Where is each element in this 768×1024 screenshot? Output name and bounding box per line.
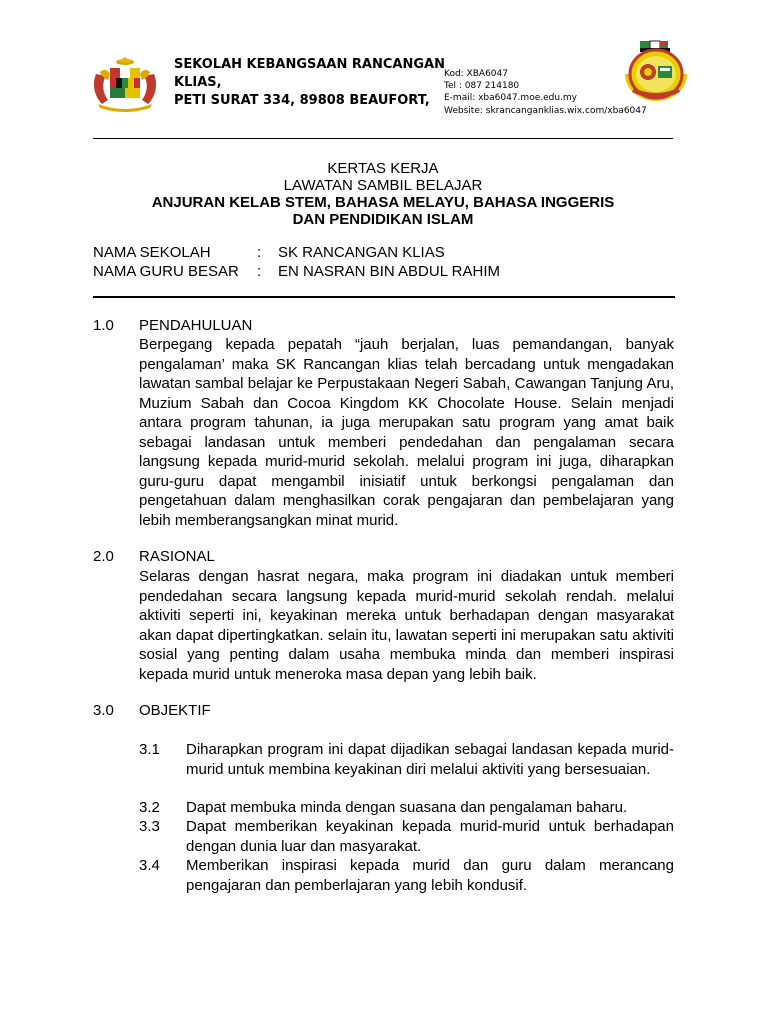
school-name-line1: SEKOLAH KEBANGSAAN RANCANGAN xyxy=(174,57,445,72)
school-address-line: PETI SURAT 334, 89808 BEAUFORT, xyxy=(174,93,430,108)
objective-number: 3.1 xyxy=(139,741,160,758)
school-name-label: NAMA SEKOLAH xyxy=(93,244,211,261)
headmaster-value: EN NASRAN BIN ABDUL RAHIM xyxy=(278,262,500,280)
objective-text: Dapat membuka minda dengan suasana dan pengalaman baharu. xyxy=(186,799,628,816)
section-number: 3.0 xyxy=(93,702,114,719)
objective-text: Diharapkan program ini dapat dijadikan sebagai landasan kepada murid-murid untuk membina keyakinan diri melalui aktiviti yang bersesuaian. xyxy=(186,741,674,778)
header-divider xyxy=(93,138,673,139)
school-name-value: SK RANCANGAN KLIAS xyxy=(278,244,445,261)
objective-number: 3.3 xyxy=(139,818,160,835)
school-code: Kod: XBA6047 xyxy=(444,69,508,79)
contact-details xyxy=(444,68,647,117)
school-email: E-mail: xba6047.moe.edu.my xyxy=(444,93,578,104)
objective-text: Memberikan inspirasi kepada murid dan guru dalam merancang pengajaran dan pemberlajaran yang lebih kondusif. xyxy=(186,857,674,894)
section-body-1: Berpegang kepada pepatah “jauh berjalan, luas pemandangan, banyak pengalaman’ maka SK Rancangan klias telah bercadang untuk mengadakan lawatan sambal belajar ke Perpustakaan Negeri Sabah, Cawangan Tanjung Aru, Muzium Sabah dan Cocoa Kingdom KK Chocolate House. Selain menjadi antara program tahunan, ia juga merupakan satu program yang amat baik sebagai landasan untuk memberi pendedahan dan pengalaman secara langsung kepada murid-murid sekolah. melalui program ini juga, diharapkan guru-guru dapat mengambil inisiatif untuk berkongsi pengalaman dan pengetahuan dalam menghasilkan corak pengajaran dan pembelajaran yang lebih memberangsangkan minat murid. xyxy=(139,336,674,529)
objective-number: 3.2 xyxy=(139,799,160,816)
school-name-line2: KLIAS, xyxy=(174,75,222,90)
school-name-colon: : xyxy=(257,244,262,261)
malaysia-coat-of-arms-icon xyxy=(90,56,160,112)
school-website: Website: skrancanganklias.wix.com/xba6047 xyxy=(444,105,647,116)
info-divider xyxy=(93,296,675,298)
school-phone: Tel : 087 214180 xyxy=(444,81,520,92)
doc-title-line3: ANJURAN KELAB STEM, BAHASA MELAYU, BAHASA INGGERIS xyxy=(151,194,615,211)
doc-title-line1: KERTAS KERJA xyxy=(327,160,439,177)
school-name-address xyxy=(174,56,445,110)
section-number: 1.0 xyxy=(93,317,114,334)
headmaster-label: NAMA GURU BESAR xyxy=(93,262,239,280)
school-badge-icon xyxy=(618,38,694,106)
section-number: 2.0 xyxy=(93,548,114,565)
headmaster-colon: : xyxy=(257,262,262,280)
doc-title-line4: DAN PENDIDIKAN ISLAM xyxy=(292,211,474,228)
doc-title-line2: LAWATAN SAMBIL BELAJAR xyxy=(283,177,483,194)
objective-number: 3.4 xyxy=(139,857,160,874)
section-title: OBJEKTIF xyxy=(139,702,211,719)
document-title-block xyxy=(93,160,673,228)
section-title: PENDAHULUAN xyxy=(139,317,253,334)
section-body-2: Selaras dengan hasrat negara, maka program ini diadakan untuk memberi pendedahan secara langsung kepada murid-murid sekolah rendah. melalui aktiviti seperti ini, keyakinan mereka untuk berhadapan dengan masyarakat akan dapat dipertingkatkan. selain itu, lawatan seperti ini merupakan satu aktiviti sosial yang penting dalam usaha membuka minda dan memberi inspirasi kepada murid untuk meneroka masa depan yang lebih baik. xyxy=(139,568,674,683)
section-title: RASIONAL xyxy=(139,548,215,565)
objective-text: Dapat memberikan keyakinan kepada murid-murid untuk berhadapan dengan dunia luar dan masyarakat. xyxy=(186,818,674,855)
